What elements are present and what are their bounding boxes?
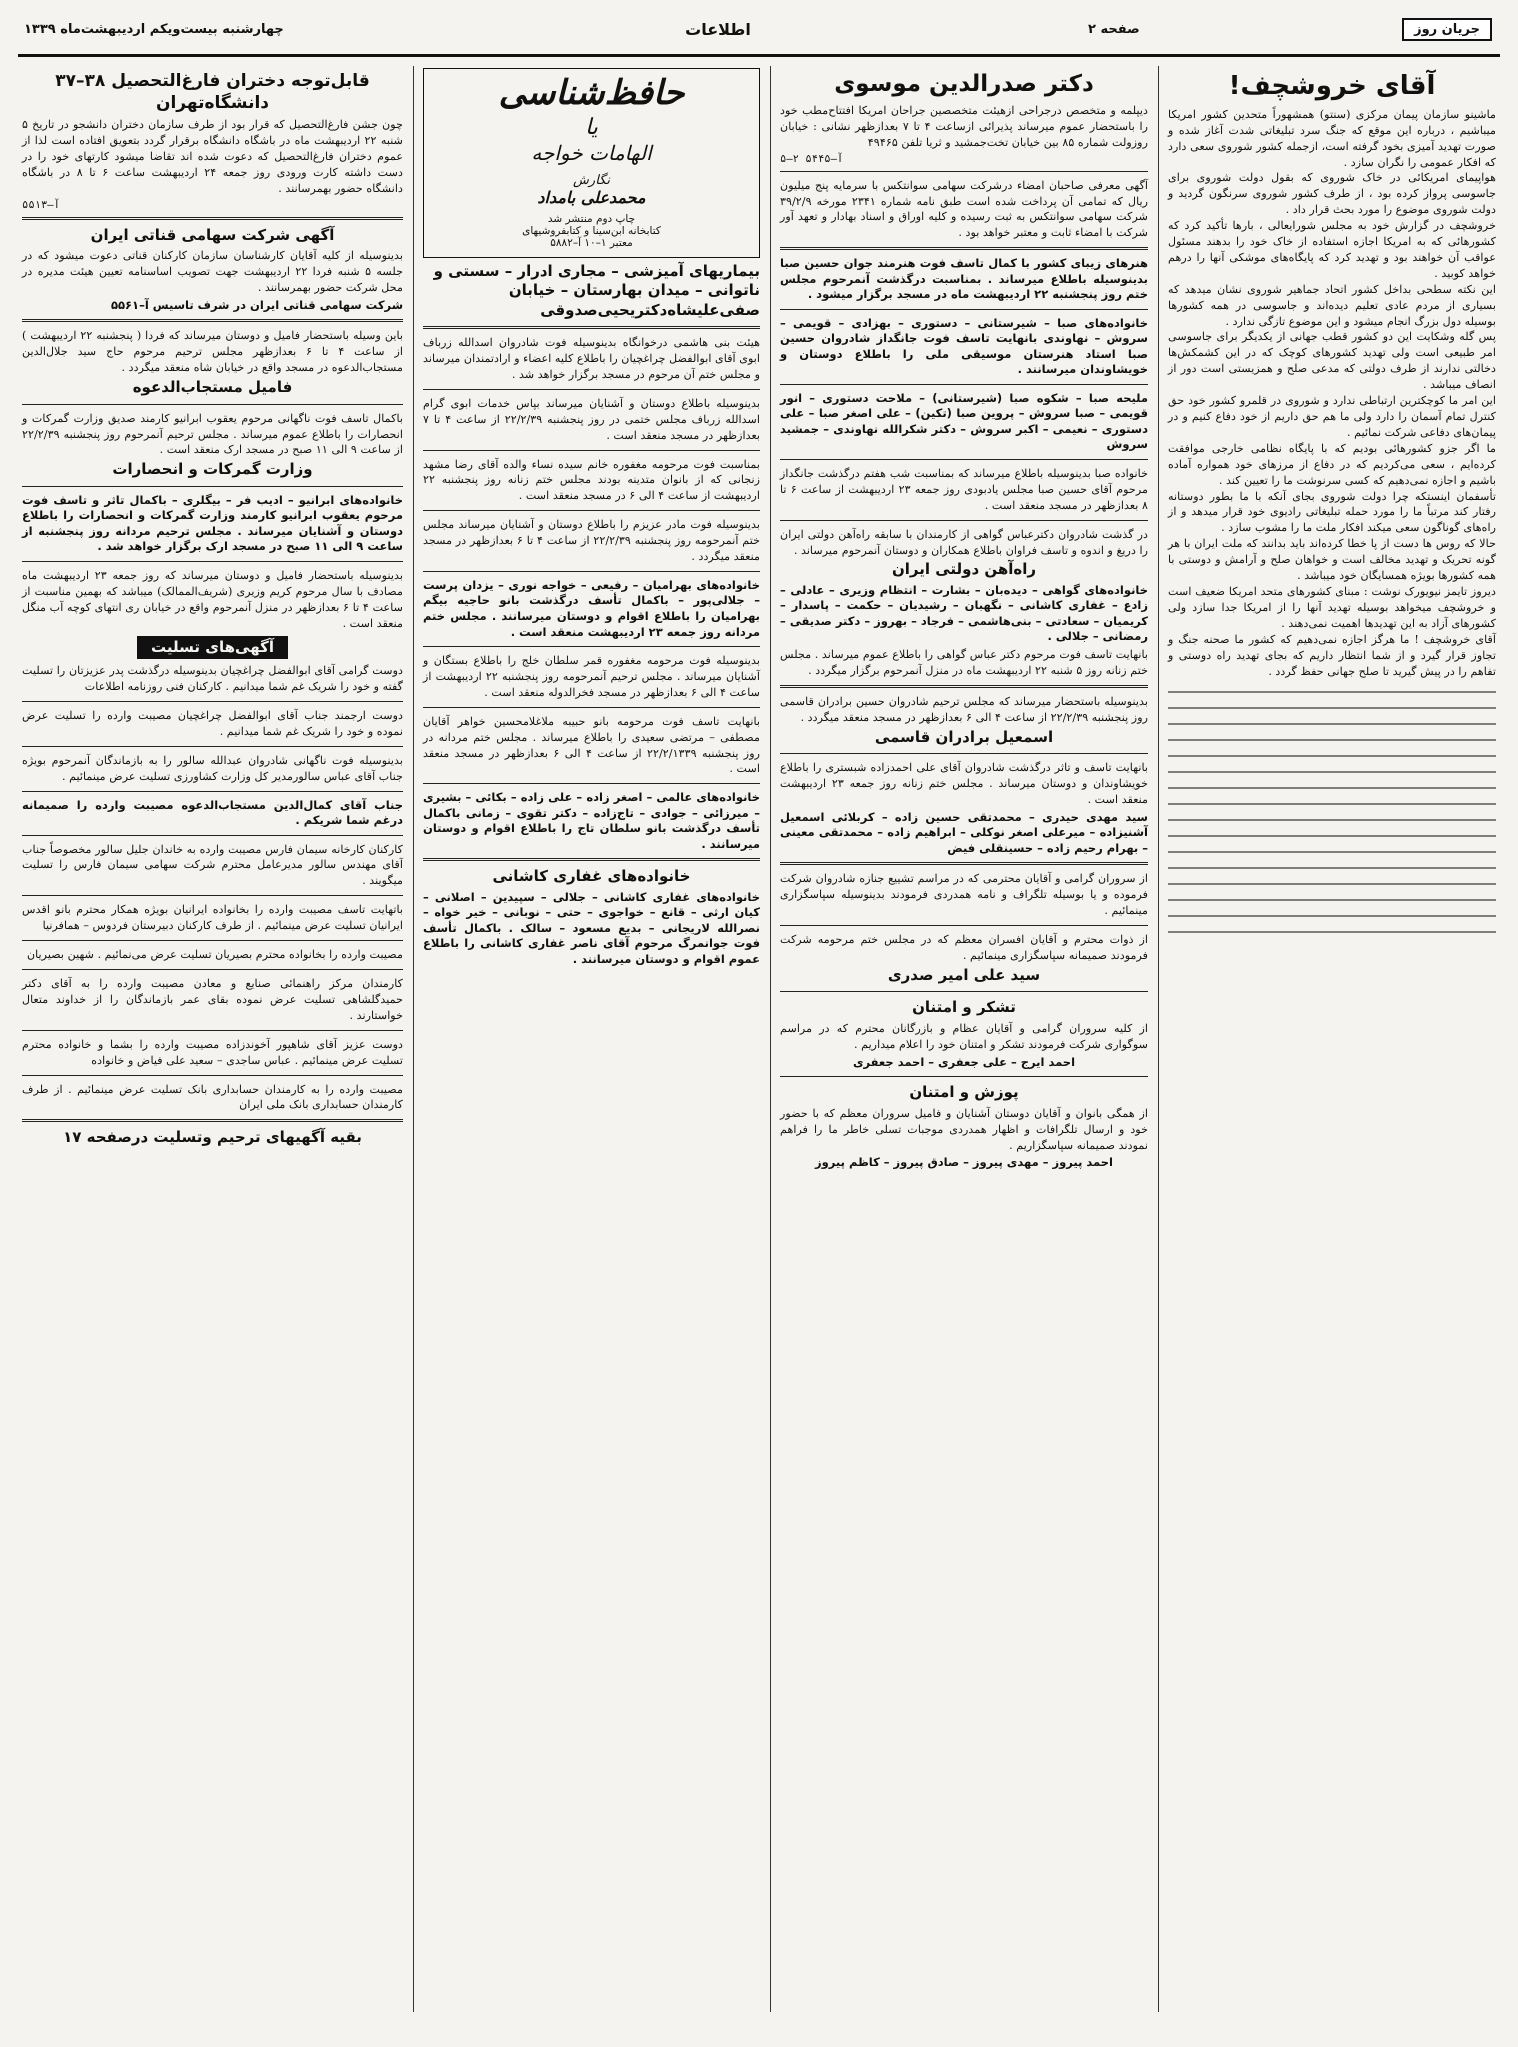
divider <box>22 217 403 220</box>
divider <box>22 1030 403 1031</box>
divider <box>780 862 1148 865</box>
condolence-notice: هیئت بنی هاشمی درخوانگاه بدینوسیله فوت شادروان اسدالله زرباف ابوی آقای ابوالفضل چراغچیان را باطلاع کلیه اعضاء و ارادتمندان میرساند و مجلس ختم آن مرحوم در مسجد برگزار خواهد شد . <box>423 336 760 381</box>
notice-signature: فامیل مستجاب‌الدعوه <box>132 378 293 397</box>
condolence-notice: باتهایت تاسف مصیبت وارده را بخانواده ایرانیان بویژه همکار محترم بانو اقدس ایرانیان تسلیت عرض مینمائیم . از طرف کارکنان دبیرستان فردوس – همافرنیا <box>22 903 403 933</box>
divider <box>22 1119 403 1122</box>
book-ad-hafez <box>423 68 760 258</box>
condolence-section-banner: آگهی‌های تسلیت <box>137 636 288 660</box>
divider <box>423 450 760 451</box>
editorial-paragraph: آقای خروشچف ! ما هرگز اجازه نمی‌دهیم که کشور ما صحنه جنگ و تجاوز قرار گیرد و از شما انتظار داریم که بجای تهدید راه دوستی و تفاهم را در پیش گیرید تا صلح جهانی حفظ گردد . <box>1168 632 1496 678</box>
condolence-notice: خانواده‌های غفاری کاشانی – جلالی – سپیدین – اصلانی – کیان ارثی – قانع – خواجوی – حتی – نوبانی – خیر خواه – نصرالله لاریجانی – بدیع مسعود – سالک . باکمال تأسف فوت جوانمرگ مرحوم آقای ناصر غفاری کاشانی را باطلاع عموم اقوام و دوستان میرسانند . <box>423 889 760 966</box>
book-edition: چاپ دوم منتشر شد <box>547 212 636 225</box>
thanks-notice: از کلیه سروران گرامی و آقایان عظام و بازرگانان محترم که در مراسم سوگواری شرکت فرمودند تشکر و امتنان خود را اعلام میداریم . <box>780 1021 1148 1051</box>
column-editorial <box>1164 66 1500 2012</box>
condolence-notice: خانواده‌های بهرامیان – رفیعی – خواجه نوری – یزدان پرست – جلالی‌پور – باکمال تأسف درگذشت بانو حاجیه بیگم بهرامیان را باطلاع اقوام و دوستان میرسانند . مجلس ختم مردانه روز جمعه ۲۳ اردیبهشت منعقد است . <box>423 577 760 639</box>
editorial-headline: آقای خروشچف! <box>1228 71 1436 101</box>
condolence-notice: دوست ارجمند جناب آقای ابوالفضل چراغچیان مصیبت وارده را تسلیت عرض نموده و خود را شریک غم شما میدانیم . <box>22 708 403 738</box>
condolence-notice: مصیبت وارده را به کارمندان حسابداری بانک تسلیت عرض مینمائیم . از طرف کارمندان حسابداری بانک ملی ایران <box>22 1082 403 1112</box>
editorial-paragraph: پس گله وشکایت این دو کشور قطب جهانی از یکدیگر برای جاسوسی امر طبیعی است ولی تهدید کشورهای کوچک که در این کشمکش‌ها دخالتی ندارند از طرف دولتی که مدعی صلح و همزیستی است دور از انصاف میباشد . <box>1168 330 1496 392</box>
newspaper-name: اطلاعات <box>685 20 751 39</box>
divider <box>780 520 1148 521</box>
ad-code: آ–۵۵۱۳ <box>22 198 60 211</box>
condolence-notice: هنرهای زیبای کشور با کمال تاسف فوت هنرمند جوان حسین صبا بدینوسیله باطلاع میرساند . بمناسبت درگذشت آنمرحوم مجلس ختم روز پنجشنبه ۲۲ اردیبهشت ماه در مسجد برگزار میشود . <box>780 256 1148 302</box>
condolence-notice: باکمال تاسف فوت ناگهانی مرحوم یعقوب ابرانیو کارمند صدیق وزارت گمرکات و انحصارات را باطلاع عموم میرساند . مجلس ترحیم آنمرحوم روز پنجشنبه ۲۲/۲/۳۹ از ساعت ۹ الی ۱۱ صبح در مسجد ارک منعقد است . <box>22 411 403 457</box>
university-notice-body: چون جشن فارغ‌التحصیل که قرار بود از طرف سازمان دختران دانشجو در تاریخ ۵ شنبه ۲۲ اردیبهشت ماه در باشگاه دانشگاه برقرار گردد بتعویق افتاده است لذا از عموم دختران فارغ‌التحصیل که دعوت شده اند تقاضا میشود کارتهای خود را در دست داشته کارت ورودی روز جمعه ۲۴ اردیبهشت ساعت ۶ تا ۸ در باشگاه دانشگاه حضور بهمرسانند . <box>22 118 404 195</box>
condolence-notice: بدینوسیله باستحضار فامیل و دوستان میرساند که روز جمعه ۲۳ اردیبهشت ماه مصادف با سال مرحوم کریم وزیری (شریف‌الممالک) میباشد که بهمین مناسبت از ساعت ۴ تا ۶ بعدازظهر در منزل آنمرحوم واقع در خیابان ری انتهای کوچه آب منگل منعقد است . <box>22 568 404 630</box>
book-title: حافظ‌شناسی <box>498 73 685 113</box>
condolence-notice: دوست گرامی آقای ابوالفضل چراغچیان بدینوسیله درگذشت پدر عزیزتان را تسلیت گفته و خود را شریک غم شما میدانیم . کارکنان فنی روزنامه اطلاعات <box>22 664 403 693</box>
condolence-notice: خانواده صبا بدینوسیله باطلاع میرساند که بمناسبت شب هفتم درگذشت جانگداز مرحوم آقای حسین صبا مجلس یادبودی روز جمعه ۲۳ اردیبهشت از ساعت ۶ تا ۸ بعدازظهر در مسجد منعقد است . <box>780 466 1148 512</box>
book-author: محمدعلی بامداد <box>537 187 646 207</box>
company-ad-signature: شرکت سهامی قناتی ایران در شرف تاسیس آ–۵۵۶۱ <box>111 297 403 312</box>
column-rule <box>770 66 771 2012</box>
editorial-paragraph: ماشینو سازمان پیمان مرکزی (سنتو) همشهوراً متحدین کشور امریکا میباشیم ، درباره این موقع که جنگ سرد تبلیغاتی شدت آغاز شده و صورت تهدید آمیزی بخود گرفته است، ازجمله کشور شوروی سعی دارد که افکار عمومی را نگران سازد . <box>1168 107 1496 169</box>
condolence-notice: خانواده‌های عالمی – اصغر زاده – علی زاده – بکائی – بشیری – میرزائی – جوادی – تاج‌زاده – دکتر تقوی – زمانی باکمال تأسف درگذشت بانو سلطان تاج را باطلاع اقوام و دوستان میرسانند . <box>423 790 760 851</box>
divider <box>780 459 1148 460</box>
section-label: جریان روز <box>1402 18 1492 41</box>
notice-signature: وزارت گمرکات و انحصارات <box>112 460 313 479</box>
editorial-paragraph: دیروز تایمز نیویورک نوشت : مبنای کشورهای متحد امریکا ضعیف است و خروشچف میخواهد بوسیله تهدید آنها را از امریکا جدا سازد ولی کشورهای آزاد به این تهدید‌ها اهمیت نمی‌دهند . <box>1168 584 1496 630</box>
divider <box>22 319 403 322</box>
continuation-note: بقیه آگهیهای ترحیم وتسلیت درصفحه ۱۷ <box>63 1128 362 1147</box>
thanks-notice: از ذوات محترم و آقایان افسران معظم که در مجلس ختم مرحومه شرکت فرمودند صمیمانه سپاسگزاری مینمائیم . <box>780 933 1148 963</box>
condolence-notice: دوست عزیز آقای شاهپور آخوندزاده مصیبت وارده را بشما و خانواده محترم تسلیت عرض مینمائیم . عباس ساجدی – سعید علی فیاض و خانواده <box>22 1037 403 1067</box>
condolence-notice: بانهایت تاسف فوت مرحومه بانو حبیبه ملاغلامحسین خواهر آقایان مصطفی – مرتضی سعیدی را باطلاع میرساند . مجلس ختم مردانه در روز پنجشنبه ۲۲/۲/۱۳۳۹ از ساعت ۴ الی ۶ بعدازظهر در مسجد منعقد است . <box>423 714 761 776</box>
newspaper-page <box>18 14 1500 2034</box>
divider <box>22 746 403 747</box>
editorial-paragraph: این امر ما کوچکترین ارتباطی ندارد و شوروی در قلمرو کشور خود حق کنترل تمام آسمان را دارد ولی ما هم حق داریم از خود دفاع کنیم و در پیمان‌های دفاعی شرکت نمائیم . <box>1168 394 1496 439</box>
notice-heading: تشکر و امتنان <box>912 998 1016 1017</box>
condolence-notice: بانهایت تاسف و تاثر درگذشت شادروان آقای علی احمدزاده شبستری را باطلاع خویشاوندان و دوستان میرساند . مجلس ختم زنانه روز جمعه ۲۳ اردیبهشت منعقد است . <box>780 761 1148 806</box>
page-number: صفحه ۲ <box>1088 22 1140 37</box>
doctor-ad-body: دیپلمه و متخصص درجراحی ازهیئت متخصصین جراحان امریکا افتتاح‌مطب خود را باستحضار عموم میرساند پذیرائی ازساعت ۴ تا ۷ بعدازظهر نشانی : خیابان روزولت شماره ۸۵ بین خیابان تخت‌جمشید و ثریا تلفن ۴۹۴۶۵ <box>780 103 1148 149</box>
divider <box>423 858 760 861</box>
divider <box>22 940 403 941</box>
editorial-paragraph: حالا که روس ها دست از پا خطا کرده‌اند باید بدانند که ملت ایران با هر گونه تحریک و تهدید مخالف است و خواهان صلح و آرامش و دوستی با همه کشورها بویژه همسایگان خود میباشد . <box>1168 537 1496 583</box>
divider <box>423 510 760 511</box>
company-ad-body: بدینوسیله از کلیه آقایان کارشناسان سازمان کارکنان قناتی دعوت میشود که در جلسه ۵ شنبه فردا ۲۲ اردیبهشت جهت تصویب اساسنامه تعیین هیئت مدیره در محل شرکت حضور بهمرسانند . <box>22 249 404 295</box>
divider <box>780 247 1148 250</box>
divider <box>423 707 760 708</box>
divider <box>22 404 403 405</box>
condolence-names: خانواده‌های گواهی – دیده‌بان – بشارت – انتظام وزیری – عادلی – زادع – غفاری کاشانی – نگهبان – رشیدیان – حکمت – پاسدار – کریمیان – سعادتی – بنی‌هاشمی – فرجاد – بهروز – دکتر صدیقی – رمضانی – جلالی . <box>780 582 1148 644</box>
notice-signature: سید علی امیر صدری <box>887 965 1041 984</box>
divider <box>780 925 1148 926</box>
condolence-notice: بدینوسیله فوت مادر عزیزم را باطلاع دوستان و آشنایان میرساند مجلس ختم آنمرحومه روز پنجشنبه ۲۲/۲/۳۹ از ساعت ۴ تا ۶ بعدازظهر در مسجد منعقد میگردد . <box>423 518 760 564</box>
divider <box>22 791 403 792</box>
condolence-notice: بدینوسیله فوت مرحومه مغفوره قمر سلطان خلج را باطلاع بستگان و آشنایان میرساند . مجلس ترحیم آنمرحومه روز پنجشنبه ۲۲ اردیبهشت از ساعت ۴ الی ۶ بعدازظهر در مسجد فخرالدوله منعقد است . <box>423 654 760 699</box>
university-notice-headline: قابل‌توجه دختران فارغ‌التحصیل ۳۸–۳۷ دانشگاه‌تهران <box>55 71 370 114</box>
condolence-notice: باین وسیله باستحضار فامیل و دوستان میرساند که فردا ( پنجشنبه ۲۲ اردیبهشت ) از ساعت ۴ تا ۶ بعدازظهر مجلس ترحیم مرحوم حاج سید جلال‌الدین مستجاب‌الدعوه در مسجد واقع در خیابان شاه منعقد میگردد . <box>22 329 403 375</box>
column-rule <box>413 66 414 2012</box>
divider <box>22 969 403 970</box>
condolence-notice: خانواده‌های صبا – شیرستانی – دستوری – بهزادی – قویمی – سروش – نهاوندی بانهایت تاسف فوت جانگداز شادروان حسین صبا استاد هنرستان موسیقی ملی را باطلاع دوستان و خویشاوندان میرسانند . <box>780 315 1148 377</box>
column-notices-a <box>776 66 1152 2012</box>
divider <box>22 561 403 562</box>
book-subtitle: الهامات خواجه <box>531 140 652 165</box>
condolence-notice: خانواده‌های ابرانیو – ادیب فر – بیگلری – باکمال تاثر و تاسف فوت مرحوم یعقوب ابرانیو کارمند وزارت گمرکات و انحصارات را باطلاع دوستان و آشنایان میرساند . مجلس ترحیم مردانه روز پنجشنبه از ساعت ۹ الی ۱۱ صبح در مسجد ارک برگزار خواهد شد . <box>22 492 403 554</box>
condolence-notice: بدینوسیله باطلاع دوستان و آشنایان میرساند بپاس خدمات ابوی گرام اسدالله زرباف مجلس ختمی در روز پنجشنبه ۲۲/۲/۳۹ از ساعت ۴ تا ۷ بعدازظهر در مسجد منعقد است . <box>423 396 760 442</box>
divider <box>780 171 1148 172</box>
column-rule <box>1158 66 1159 2012</box>
notice-signature: احمد ایرج – علی جعفری – احمد جعفری <box>852 1054 1076 1069</box>
notice-signature: احمد پیروز – مهدی پیروز – صادق پیروز – کاظم پیروز <box>815 1155 1113 1170</box>
book-distributor: کتابخانه ابن‌سینا و کتابفروشیهای <box>522 224 661 237</box>
divider <box>780 753 1148 754</box>
column-notices-b <box>419 66 764 2012</box>
condolence-notice: مصیبت وارده را بخانواده محترم بصیریان تسلیت عرض می‌نمائیم . شهین بصیریان <box>26 948 403 962</box>
divider <box>423 389 760 390</box>
thanks-notice: از سروران گرامی و آقایان محترمی که در مراسم تشییع جنازه شادروان شرکت فرموده و یا بوسیله تلگراف و نامه همدردی فرمودند بدینوسیله سپاسگزاری مینمائیم . <box>780 872 1148 918</box>
condolence-notice: بانهایت تاسف فوت مرحوم دکتر عباس گواهی را باطلاع عموم میرساند . مجلس ختم زنانه روز ۵ شنبه ۲۲ اردیبهشت ماه در منزل آنمرحوم برگزار میگردد . <box>780 648 1148 677</box>
condolence-notice: جناب آقای کمال‌الدین مستجاب‌الدعوه مصیبت وارده را صمیمانه درغم شما شریکم . <box>22 797 403 828</box>
thanks-notice: از همگی بانوان و آقایان دوستان آشنایان و فامیل سروران معظم که با حضور خود و ارسال تلگرافات و اظهار همدردی موجبات تسلی خاطر ما را فراهم نمودند صمیمانه سپاسگزاریم . <box>780 1106 1148 1152</box>
column-notices-c <box>18 66 407 2012</box>
divider <box>780 384 1148 385</box>
divider <box>22 895 403 896</box>
condolence-names: سید مهدی حیدری – محمدتقی حسین زاده – کربلائی اسمعیل آشنیزاده – میرعلی اصغر نوکلی – ابراهیم زاده – محمدتقی معینی – بهرام رحیم زاده – حسینقلی فیض <box>780 809 1148 855</box>
book-byline: نگارش <box>573 172 610 188</box>
notice-heading: خانواده‌های غفاری کاشانی <box>492 867 691 886</box>
masthead <box>18 14 1500 57</box>
condolence-notice: کارکنان کارخانه سیمان فارس مصیبت وارده به خاندان جلیل سالور مخصوصاً جناب آقای مهندس سالور مدیرعامل محترم شرکت سهامی سیمان فارس را تسلیت میگویند . <box>22 842 403 888</box>
divider <box>780 309 1148 310</box>
notice-heading: پوزش و امتنان <box>909 1083 1019 1102</box>
section-banner-wrap <box>22 632 403 664</box>
ad-code: معتبر ۱–۱۰ آ–۵۸۸۲ <box>550 236 633 249</box>
divider <box>423 646 760 647</box>
editorial-paragraph: هواپیمای امریکائی در خاک شوروی که بقول دولت شوروی برای جاسوسی پرواز کرده بود ، از طرف کشور شوروی سرنگون گردید و دولت شوروی موضوع را مورد بحث قرار داد . <box>1168 171 1496 217</box>
divider <box>22 486 403 487</box>
notice-signature: اسمعیل برادران قاسمی <box>874 727 1054 746</box>
condolence-notice: در گذشت شادروان دکترعباس گواهی از کارمندان با سابقه راه‌آهن دولتی ایران را دریغ و اندوه و تاسف فراوان باطلاع همکاران و دوستان آنمرحوم میرساند . <box>780 527 1148 557</box>
doctor-ad-headline: دکتر صدرالدین موسوی <box>834 71 1094 97</box>
condolence-notice: بمناسبت فوت مرحومه مغفوره خانم سیده نساء والده آقای رضا مشهد زنجانی که از بانوان متدینه بودند مجلس ختم زنانه روز پنجشنبه ۲۲ اردیبهشت از ساعت ۴ الی ۶ در مسجد منعقد است . <box>423 457 760 503</box>
divider <box>423 783 760 784</box>
editorial-text-continuation <box>1168 685 1496 945</box>
condolence-notice: بدینوسیله باستحضار میرساند که مجلس ترحیم شادروان حسین برادران قاسمی روز پنجشنبه ۲۲/۲/۳۹ از ساعت ۴ الی ۶ بعدازظهر در مسجد منعقد میگردد . <box>780 694 1148 724</box>
divider <box>22 1075 403 1076</box>
condolence-notice: بدینوسیله فوت ناگهانی شادروان عبدالله سالور را به بازماندگان آنمرحوم بویژه جناب آقای عباس سالورمدیر کل وزارت کشاورزی تسلیت عرض مینمائیم . <box>22 753 403 783</box>
editorial-paragraph: این نکته سطحی بداخل کشور اتحاد جماهیر شوروی نشان میدهد که بسیاری از مردم عادی تعلیم دیده‌اند و جاسوسی در همه کشورها بوسیله دول بزرگ انجام میشود و این موضوع تازگی ندارد . <box>1168 282 1496 328</box>
divider <box>780 685 1148 688</box>
divider <box>22 701 403 702</box>
divider <box>780 1076 1148 1077</box>
divider <box>22 835 403 836</box>
divider <box>423 326 760 329</box>
divider <box>780 991 1148 992</box>
book-title-conj: یا <box>585 115 598 141</box>
editorial-paragraph: خروشچف در گزارش خود به مجلس شورایعالی ، بارها تأکید کرد که کشور‌هائی که به امریکا اجازه استفاده از خاک خود را بدهند مسئول عواقب آن خواهند بود و تهدید کرد که پایگاه‌های موشکی آنها را درهم خواهد کوبید . <box>1168 219 1496 280</box>
company-notice: آگهی معرفی صاحبان امضاء درشرکت سهامی سوانتکس با سرمایه پنج میلیون ریال که تمامی آن پرداخت شده است طبق نامه شماره ۲۳۴۱ مورخه ۳۹/۲/۹ شرکت سهامی سوانتکس به ثبت رسیده و کلیه اوراق و اسناد بهادار و تعهد آور شرکت با امضاء ثابت و معتبر خواهد بود . <box>780 178 1149 240</box>
company-ad-headline: آگهی شرکت سهامی قناتی ایران <box>90 225 335 244</box>
ad-code: آ–۵۴۴۵ ۲–۵ <box>780 152 844 165</box>
clinic-ad: بیماریهای آمیزشی – مجاری ادرار – سستی و ناتوانی – میدان بهارستان – خیابان صفی‌علیشاه‌دکتریحیی‌صدوقی <box>433 261 760 319</box>
editorial-paragraph: تأسفمان اینستکه چرا دولت شوروی بجای آنکه با ما بطور دوستانه رفتار کند مرتباً ما را مورد حمله تبلیغاتی رادیوی خود قرار میدهد و از راه‌های گوناگون سعی میکند افکار ملت ما را مشوب سازد . <box>1168 489 1496 535</box>
issue-date: چهارشنبه بیست‌ویکم اردیبهشت‌ماه ۱۳۳۹ <box>24 22 284 37</box>
condolence-names: ملیحه صبا – شکوه صبا (شیرستانی) – ملاحت دستوری – انور قویمی – صبا سروش – پروین صبا (تکین) – علی اصغر صبا – علی دستوری – نعیمی – اکبر سروش – دکتر شکرالله نهاوندی – جمشید سروش <box>780 390 1148 452</box>
notice-heading: راه‌آهن دولتی ایران <box>891 560 1037 579</box>
divider <box>423 571 760 572</box>
condolence-notice: کارمندان مرکز راهنمائی صنایع و معادن مصیبت وارده را به آقای دکتر حمیدگلشاهی تسلیت عرض نموده بقای عمر بازماندگان را از خداوند متعال خواستارند . <box>22 976 403 1022</box>
editorial-paragraph: ما اگر جزو کشور‌هائی بودیم که با پایگاه نظامی خارجی موافقت کرده‌ایم ، سعی می‌کردیم که در دفاع از مرزهای خود همواره آماده باشیم و اجازه نمی‌دهیم که کسی سرنوشت ما را تعیین کند . <box>1168 441 1496 487</box>
